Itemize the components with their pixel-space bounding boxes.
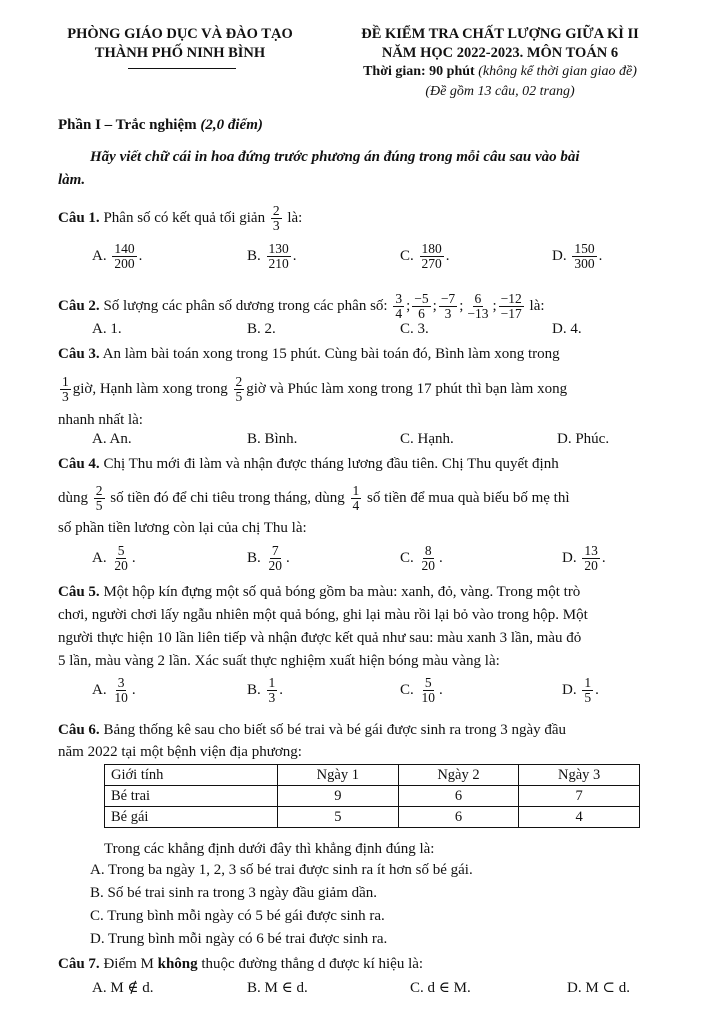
fraction bbox=[572, 242, 596, 271]
option-letter: D. bbox=[562, 549, 577, 566]
q2-option-b[interactable]: B. 2. bbox=[247, 321, 276, 337]
fraction bbox=[420, 676, 438, 705]
fraction bbox=[439, 292, 457, 321]
question-tail: là: bbox=[287, 209, 303, 226]
time-label: Thời gian: 90 phút bbox=[363, 64, 475, 79]
q6-option-d[interactable]: D. Trung bình mỗi ngày có 6 bé trai được sinh ra. bbox=[90, 931, 388, 947]
exam-title: ĐỀ KIỂM TRA CHẤT LƯỢNG GIỮA KÌ II bbox=[361, 26, 639, 42]
q2-option-d[interactable]: D. 4. bbox=[552, 321, 582, 337]
fraction bbox=[60, 375, 71, 404]
emphasis-word: không bbox=[157, 956, 198, 972]
numerator: 3 bbox=[395, 291, 403, 306]
table-header-cell: Giới tính bbox=[105, 765, 278, 786]
question-1 bbox=[58, 204, 698, 233]
q6-option-c[interactable]: C. Trung bình mỗi ngày có 5 bé gái được sinh ra. bbox=[90, 908, 385, 924]
question-6-line2: năm 2022 tại một bệnh viện địa phương: bbox=[58, 744, 302, 760]
denominator: 4 bbox=[395, 306, 403, 321]
question-label: Câu 4. bbox=[58, 456, 100, 472]
question-3-line2 bbox=[58, 375, 698, 404]
option-letter: C. bbox=[400, 247, 414, 264]
fraction bbox=[465, 292, 490, 321]
numerator: 2 bbox=[95, 483, 103, 498]
numerator: 130 bbox=[268, 241, 289, 256]
numerator: 6 bbox=[474, 291, 482, 306]
numerator: −7 bbox=[440, 291, 456, 306]
denominator: 20 bbox=[584, 558, 598, 573]
denominator: 6 bbox=[418, 306, 425, 321]
table-header-cell: Ngày 3 bbox=[519, 765, 640, 786]
numerator: 8 bbox=[424, 543, 432, 558]
denominator: 210 bbox=[268, 256, 289, 271]
table-cell: 6 bbox=[398, 786, 519, 807]
question-5-line4: 5 lần, màu vàng 2 lần. Xác suất thực nghiệm xuất hiện bóng màu vàng là: bbox=[58, 653, 500, 669]
q7-option-b[interactable]: B. M ∈ d. bbox=[247, 980, 308, 996]
q3-option-c[interactable]: C. Hạnh. bbox=[400, 431, 454, 447]
table-cell: 4 bbox=[519, 807, 640, 828]
q1-option-a[interactable]: A. $\frac{140}{200}$ . bbox=[92, 241, 143, 271]
table-cell: 6 bbox=[398, 807, 519, 828]
fraction bbox=[412, 292, 430, 321]
q2-option-a[interactable]: A. 1. bbox=[92, 321, 122, 337]
part1-instruction: Hãy viết chữ cái in hoa đứng trước phương án đúng trong mỗi câu sau vào bài bbox=[90, 149, 580, 165]
question-text: giờ và Phúc làm xong trong 17 phút thì bạn làm xong bbox=[246, 380, 568, 397]
denominator: 10 bbox=[421, 690, 436, 705]
denominator: 20 bbox=[268, 558, 283, 573]
numerator: 150 bbox=[574, 241, 595, 256]
q3-option-b[interactable]: B. Bình. bbox=[247, 431, 298, 447]
numerator: 5 bbox=[117, 543, 125, 558]
denominator: 3 bbox=[272, 218, 280, 233]
question-text: thuộc đường thẳng d được kí hiệu là: bbox=[201, 956, 424, 972]
question-3-line3: nhanh nhất là: bbox=[58, 412, 143, 428]
part1-points: (2,0 điểm) bbox=[200, 117, 263, 133]
fraction bbox=[112, 544, 130, 573]
question-7 bbox=[58, 954, 698, 974]
denominator: 5 bbox=[95, 498, 103, 513]
part1-instruction-end: làm. bbox=[58, 172, 86, 188]
fraction bbox=[582, 676, 593, 705]
city-name: THÀNH PHỐ NINH BÌNH bbox=[94, 45, 266, 61]
question-text: số tiền để mua quà biếu bố mẹ thì bbox=[367, 489, 570, 506]
header-underline bbox=[128, 68, 236, 69]
q2-option-c[interactable]: C. 3. bbox=[400, 321, 429, 337]
denominator: 5 bbox=[584, 690, 592, 705]
fraction bbox=[112, 242, 136, 271]
question-6 bbox=[58, 720, 698, 740]
table-cell: Bé trai bbox=[105, 786, 278, 807]
question-2: Câu 2. Số lượng các phân số dương trong các phân số: $\frac{3}{4}$ ; $\frac{-5}{6}$ ; $\frac{-7}{3}$ ; $\frac{6}{-13}$ ; $\frac{-12}{-17}$ là: bbox=[58, 291, 545, 321]
numerator: 2 bbox=[235, 374, 243, 389]
q4-option-c[interactable]: C. $\frac{8}{20}$ . bbox=[400, 543, 443, 573]
numerator: 5 bbox=[424, 675, 432, 690]
table-row bbox=[105, 786, 640, 807]
denominator: 20 bbox=[421, 558, 436, 573]
question-label: Câu 1. bbox=[58, 209, 100, 226]
fraction bbox=[112, 676, 130, 705]
numerator: 7 bbox=[271, 543, 279, 558]
q1-option-c[interactable]: C. $\frac{180}{270}$ . bbox=[400, 241, 450, 271]
q7-option-d[interactable]: D. M ⊂ d. bbox=[567, 980, 630, 996]
question-5-line3: người thực hiện 10 lần liên tiếp và nhận được kết quả như sau: màu xanh 3 lần, màu đỏ bbox=[58, 630, 582, 646]
question-text: giờ, Hạnh làm xong trong bbox=[72, 380, 228, 397]
question-label: Câu 7. bbox=[58, 956, 100, 972]
q3-option-a[interactable]: A. An. bbox=[92, 431, 132, 447]
exam-time bbox=[320, 64, 680, 80]
part1-label: Phần I – Trắc nghiệm bbox=[58, 117, 197, 133]
option-letter: D. bbox=[552, 247, 567, 264]
denominator: 4 bbox=[352, 498, 360, 513]
denominator: 200 bbox=[114, 256, 135, 271]
table-header-row bbox=[105, 765, 640, 786]
question-text: Chị Thu mới đi làm và nhận được tháng lương đầu tiên. Chị Thu quyết định bbox=[103, 456, 559, 472]
fraction bbox=[393, 292, 404, 321]
question-6-prompt: Trong các khẳng định dưới đây thì khẳng định đúng là: bbox=[104, 841, 435, 857]
question-5 bbox=[58, 582, 698, 602]
numerator: 1 bbox=[584, 675, 592, 690]
denominator: −17 bbox=[500, 306, 522, 321]
numerator: 140 bbox=[114, 241, 135, 256]
table-cell: 7 bbox=[519, 786, 640, 807]
numerator: 3 bbox=[117, 675, 125, 690]
question-label: Câu 2. bbox=[58, 297, 100, 314]
exam-year-subject: NĂM HỌC 2022-2023. MÔN TOÁN 6 bbox=[381, 45, 619, 61]
denominator: 3 bbox=[62, 389, 69, 404]
question-label: Câu 6. bbox=[58, 722, 100, 738]
q6-option-a[interactable]: A. Trong ba ngày 1, 2, 3 số bé trai được sinh ra ít hơn số bé gái. bbox=[90, 862, 473, 878]
time-note: (không kể thời gian giao đề) bbox=[478, 64, 637, 79]
question-text: Một hộp kín đựng một số quả bóng gồm ba màu: xanh, đỏ, vàng. Trong một trò bbox=[103, 584, 581, 600]
q1-option-b[interactable]: B. $\frac{130}{210}$ . bbox=[247, 241, 297, 271]
pages-note: (Đề gồm 13 câu, 02 trang) bbox=[425, 84, 575, 99]
question-label: Câu 3. bbox=[58, 346, 100, 362]
q5-option-d[interactable]: D. $\frac{1}{5}$ . bbox=[562, 675, 599, 705]
question-text: Bảng thống kê sau cho biết số bé trai và bé gái được sinh ra trong 3 ngày đầu bbox=[103, 722, 567, 738]
denominator: 10 bbox=[114, 690, 128, 705]
question-text: Điểm M bbox=[103, 956, 154, 972]
q3-option-d[interactable]: D. Phúc. bbox=[557, 431, 610, 447]
numerator: 1 bbox=[268, 675, 276, 690]
option-letter: C. bbox=[400, 549, 414, 566]
numerator: −12 bbox=[500, 291, 522, 306]
q4-option-a[interactable]: A. $\frac{5}{20}$ . bbox=[92, 543, 136, 573]
q5-option-a[interactable]: A. $\frac{3}{10}$ . bbox=[92, 675, 136, 705]
q4-option-d[interactable]: D. $\frac{13}{20}$ . bbox=[562, 543, 606, 573]
fraction bbox=[94, 484, 105, 513]
option-letter: B. bbox=[247, 681, 261, 698]
fraction bbox=[351, 484, 362, 513]
q4-option-b[interactable]: B. $\frac{7}{20}$ . bbox=[247, 543, 290, 573]
fraction bbox=[267, 242, 291, 271]
fraction bbox=[267, 676, 278, 705]
question-text: An làm bài toán xong trong 15 phút. Cùng bài toán đó, Bình làm xong trong bbox=[102, 346, 560, 362]
question-3 bbox=[58, 344, 698, 364]
table-header-cell: Ngày 1 bbox=[278, 765, 399, 786]
question-4-line2 bbox=[58, 484, 698, 513]
statistics-table bbox=[104, 764, 640, 828]
table-row bbox=[105, 807, 640, 828]
fraction bbox=[234, 375, 245, 404]
option-letter: B. bbox=[247, 247, 261, 264]
question-label: Câu 5. bbox=[58, 584, 100, 600]
fraction bbox=[267, 544, 285, 573]
denominator: −13 bbox=[467, 306, 489, 321]
denominator: 300 bbox=[574, 256, 595, 271]
q7-option-c[interactable]: C. d ∈ M. bbox=[410, 980, 471, 996]
table-cell: 9 bbox=[278, 786, 399, 807]
option-letter: C. bbox=[400, 681, 414, 698]
denominator: 270 bbox=[421, 256, 442, 271]
fraction bbox=[582, 544, 600, 573]
numerator: −5 bbox=[414, 291, 429, 306]
numerator: 1 bbox=[352, 483, 360, 498]
denominator: 3 bbox=[268, 690, 276, 705]
question-5-line2: chơi, người chơi lấy ngẫu nhiên một quả bóng, ghi lại màu rồi lại bỏ vào trong hộp. Một bbox=[58, 607, 588, 623]
option-letter: D. bbox=[562, 681, 577, 698]
question-4-line3: số phần tiền lương còn lại của chị Thu là: bbox=[58, 520, 307, 536]
option-letter: A. bbox=[92, 549, 107, 566]
numerator: 2 bbox=[272, 203, 280, 218]
table-header-cell: Ngày 2 bbox=[398, 765, 519, 786]
question-tail: là: bbox=[529, 297, 545, 314]
question-4 bbox=[58, 454, 698, 474]
fraction bbox=[499, 292, 524, 321]
fraction bbox=[420, 544, 438, 573]
q1-option-d[interactable]: D. $\frac{150}{300}$ . bbox=[552, 241, 603, 271]
q5-option-c[interactable]: C. $\frac{5}{10}$ . bbox=[400, 675, 443, 705]
numerator: 1 bbox=[62, 374, 69, 389]
q7-option-a[interactable]: A. M ∉ d. bbox=[92, 980, 154, 996]
denominator: 3 bbox=[444, 306, 452, 321]
part1-title bbox=[58, 115, 698, 135]
option-letter: A. bbox=[92, 681, 107, 698]
table-cell: Bé gái bbox=[105, 807, 278, 828]
question-text: số tiền đó để chi tiêu trong tháng, dùng bbox=[110, 489, 345, 506]
fraction bbox=[420, 242, 444, 271]
q6-option-b[interactable]: B. Số bé trai sinh ra trong 3 ngày đầu giảm dần. bbox=[90, 885, 378, 901]
question-text: Phân số có kết quả tối giản bbox=[103, 209, 266, 226]
q5-option-b[interactable]: B. $\frac{1}{3}$ . bbox=[247, 675, 284, 705]
option-letter: A. bbox=[92, 247, 107, 264]
numerator: 180 bbox=[421, 241, 442, 256]
question-text: dùng bbox=[58, 489, 88, 506]
denominator: 5 bbox=[235, 389, 243, 404]
fraction bbox=[271, 204, 282, 233]
option-letter: B. bbox=[247, 549, 261, 566]
dept-name: PHÒNG GIÁO DỤC VÀ ĐÀO TẠO bbox=[67, 26, 293, 42]
denominator: 20 bbox=[114, 558, 128, 573]
question-text: Số lượng các phân số dương trong các phân số: bbox=[103, 297, 388, 314]
table-cell: 5 bbox=[278, 807, 399, 828]
numerator: 13 bbox=[584, 543, 598, 558]
